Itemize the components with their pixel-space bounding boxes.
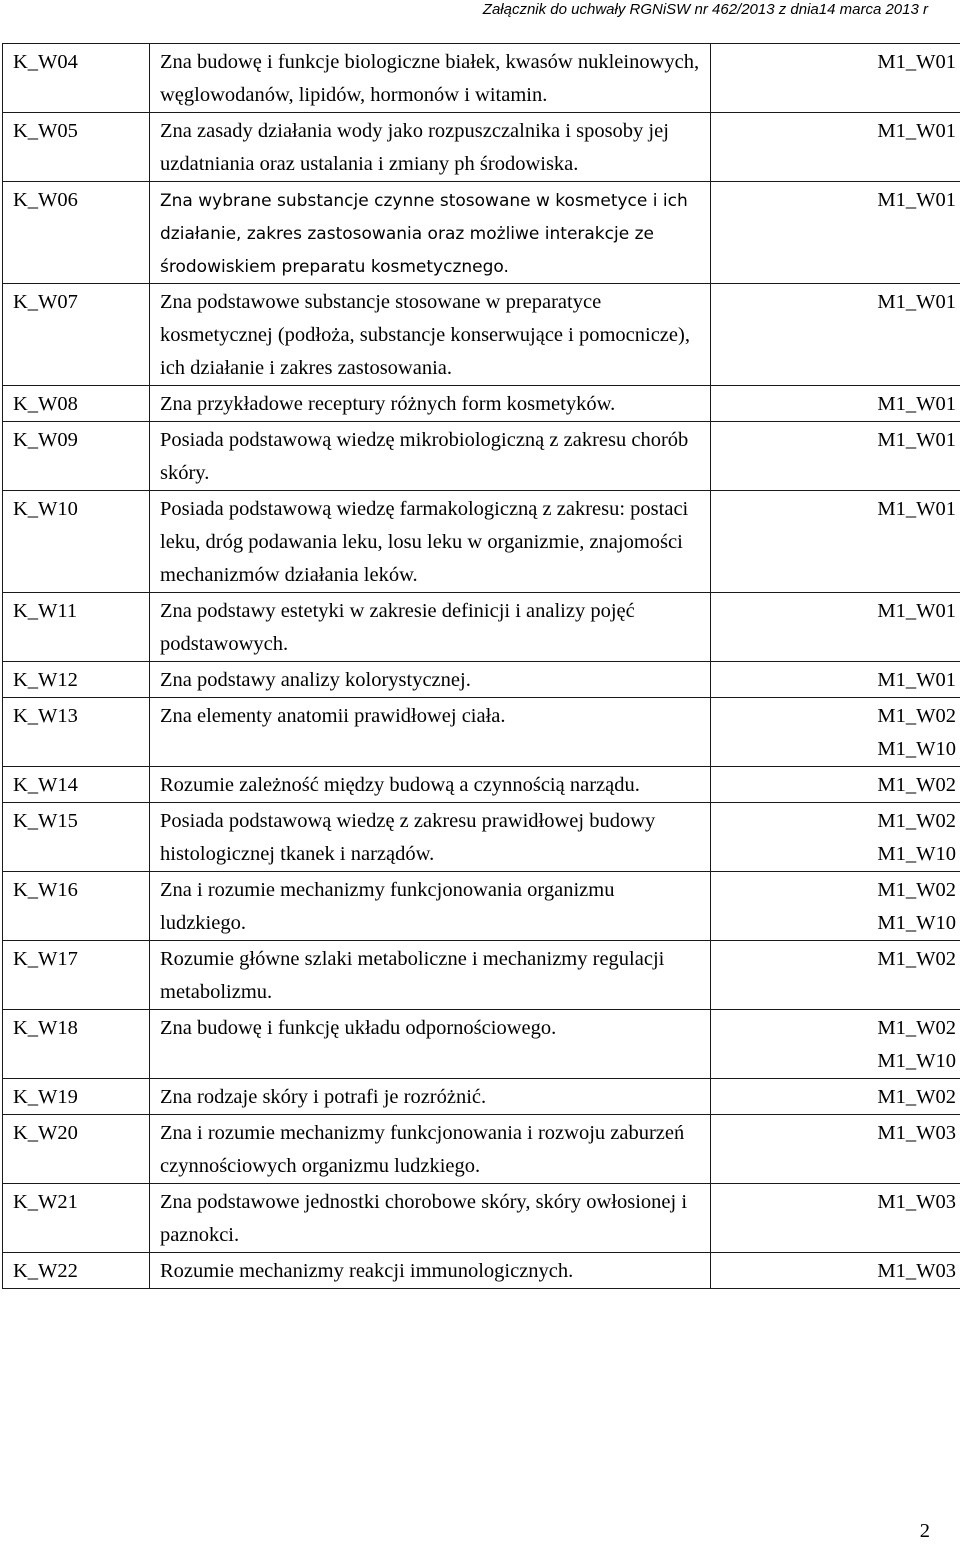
- table-row: [3, 1253, 960, 1289]
- outcome-code: K_W12: [3, 662, 150, 698]
- table-row: [3, 491, 960, 593]
- table-row: [3, 44, 960, 113]
- outcome-references-cell: [711, 44, 960, 113]
- outcome-description: Posiada podstawową wiedzę farmakologiczną z zakresu: postaci leku, dróg podawania leku, losu leku w organizmie, znajomości mechanizmów działania leków.: [160, 498, 689, 586]
- outcome-description: Zna elementy anatomii prawidłowej ciała.: [160, 705, 506, 727]
- outcome-description: Zna podstawy analizy kolorystycznej.: [160, 669, 471, 691]
- table-row: [3, 662, 960, 698]
- outcome-code: K_W08: [3, 386, 150, 422]
- outcome-reference: M1_W01: [877, 120, 956, 142]
- outcome-description-cell: [150, 422, 711, 491]
- outcome-references-cell: [711, 422, 960, 491]
- outcome-references-cell: [711, 1115, 960, 1184]
- table-row: [3, 1115, 960, 1184]
- table-row: [3, 422, 960, 491]
- outcome-references-cell: [711, 803, 960, 872]
- outcome-code: K_W14: [3, 767, 150, 803]
- table-row: [3, 1184, 960, 1253]
- outcome-description: Zna budowę i funkcję układu odpornościowego.: [160, 1017, 557, 1039]
- outcome-references-cell: [711, 1079, 960, 1115]
- outcome-references-cell: [711, 767, 960, 803]
- outcome-description-cell: [150, 803, 711, 872]
- outcome-reference: M1_W01: [877, 51, 956, 73]
- outcome-description: Zna i rozumie mechanizmy funkcjonowania i rozwoju zaburzeń czynnościowych organizmu ludzkiego.: [160, 1122, 685, 1177]
- outcome-description-cell: [150, 491, 711, 593]
- outcome-reference: M1_W10: [877, 912, 956, 934]
- outcome-description: Zna podstawowe jednostki chorobowe skóry, skóry owłosionej i paznokci.: [160, 1191, 688, 1246]
- outcome-references-cell: [711, 593, 960, 662]
- outcome-reference: M1_W02: [877, 879, 956, 901]
- outcome-description-cell: [150, 1253, 711, 1289]
- outcome-code: K_W18: [3, 1010, 150, 1079]
- outcome-code: K_W10: [3, 491, 150, 593]
- outcome-code: K_W13: [3, 698, 150, 767]
- outcome-code: K_W09: [3, 422, 150, 491]
- outcome-code: K_W07: [3, 284, 150, 386]
- outcome-description: Posiada podstawową wiedzę mikrobiologiczną z zakresu chorób skóry.: [160, 429, 689, 484]
- outcome-description: Zna przykładowe receptury różnych form kosmetyków.: [160, 393, 616, 415]
- outcome-code: K_W16: [3, 872, 150, 941]
- outcome-code: K_W17: [3, 941, 150, 1010]
- outcome-description: Zna i rozumie mechanizmy funkcjonowania organizmu ludzkiego.: [160, 879, 615, 934]
- outcome-description-cell: [150, 1115, 711, 1184]
- outcome-description-cell: [150, 941, 711, 1010]
- table-row: [3, 872, 960, 941]
- outcome-reference: M1_W01: [877, 291, 956, 313]
- document-header-note: Załącznik do uchwały RGNiSW nr 462/2013 z dnia14 marca 2013 r: [482, 1, 928, 18]
- outcome-description: Rozumie główne szlaki metaboliczne i mechanizmy regulacji metabolizmu.: [160, 948, 665, 1003]
- outcome-references-cell: [711, 872, 960, 941]
- outcome-reference: M1_W02: [877, 810, 956, 832]
- outcome-description-cell: [150, 113, 711, 182]
- outcome-reference: M1_W01: [877, 600, 956, 622]
- outcome-reference: M1_W10: [877, 738, 956, 760]
- outcome-code: K_W05: [3, 113, 150, 182]
- outcome-references-cell: [711, 1184, 960, 1253]
- outcome-description-cell: [150, 1079, 711, 1115]
- outcome-reference: M1_W02: [877, 774, 956, 796]
- outcome-description-cell: [150, 767, 711, 803]
- outcome-reference: M1_W01: [877, 393, 956, 415]
- outcome-reference: M1_W03: [877, 1122, 956, 1144]
- outcome-description-cell: [150, 44, 711, 113]
- outcome-description-cell: [150, 182, 711, 284]
- outcome-description: Zna podstawy estetyki w zakresie definicji i analizy pojęć podstawowych.: [160, 600, 635, 655]
- outcome-code: K_W11: [3, 593, 150, 662]
- outcome-reference: M1_W03: [877, 1191, 956, 1213]
- outcome-description: Rozumie mechanizmy reakcji immunologicznych.: [160, 1260, 574, 1282]
- outcome-description-cell: [150, 284, 711, 386]
- page-number: 2: [919, 1520, 930, 1542]
- outcome-reference: M1_W01: [877, 189, 956, 211]
- table-body: [3, 44, 960, 1289]
- outcome-description-cell: [150, 872, 711, 941]
- outcome-references-cell: [711, 113, 960, 182]
- table-row: [3, 113, 960, 182]
- outcome-reference: M1_W01: [877, 498, 956, 520]
- outcome-reference: M1_W02: [877, 1017, 956, 1039]
- outcome-description-cell: [150, 698, 711, 767]
- outcome-reference: M1_W01: [877, 669, 956, 691]
- outcome-references-cell: [711, 662, 960, 698]
- outcome-references-cell: [711, 491, 960, 593]
- outcome-references-cell: [711, 698, 960, 767]
- outcome-description: Posiada podstawową wiedzę z zakresu prawidłowej budowy histologicznej tkanek i narządów.: [160, 810, 656, 865]
- outcome-references-cell: [711, 182, 960, 284]
- outcome-reference: M1_W02: [877, 1086, 956, 1108]
- outcome-references-cell: [711, 1010, 960, 1079]
- outcome-description-cell: [150, 593, 711, 662]
- learning-outcomes-table: [2, 43, 960, 1289]
- table-row: [3, 803, 960, 872]
- outcome-code: K_W20: [3, 1115, 150, 1184]
- outcome-code: K_W04: [3, 44, 150, 113]
- table-row: [3, 182, 960, 284]
- outcome-description: Rozumie zależność między budową a czynnością narządu.: [160, 774, 640, 796]
- outcome-description: Zna podstawowe substancje stosowane w preparatyce kosmetycznej (podłoża, substancje konserwujące i pomocnicze), ich działanie i zakres zastosowania.: [160, 291, 690, 379]
- outcome-reference: M1_W02: [877, 948, 956, 970]
- outcome-reference: M1_W03: [877, 1260, 956, 1282]
- outcome-reference: M1_W10: [877, 843, 956, 865]
- table-row: [3, 941, 960, 1010]
- outcome-description: Zna zasady działania wody jako rozpuszczalnika i sposoby jej uzdatniania oraz ustalania i zmiany ph środowiska.: [160, 120, 669, 175]
- table-row: [3, 1010, 960, 1079]
- outcome-description: Zna budowę i funkcje biologiczne białek, kwasów nukleinowych, węglowodanów, lipidów, hormonów i witamin.: [160, 51, 700, 106]
- table-row: [3, 698, 960, 767]
- outcome-description-cell: [150, 1184, 711, 1253]
- outcome-reference: M1_W10: [877, 1050, 956, 1072]
- outcome-references-cell: [711, 1253, 960, 1289]
- table-row: [3, 593, 960, 662]
- table-row: [3, 386, 960, 422]
- outcome-code: K_W06: [3, 182, 150, 284]
- outcome-references-cell: [711, 284, 960, 386]
- outcome-description-cell: [150, 1010, 711, 1079]
- outcome-reference: M1_W01: [877, 429, 956, 451]
- outcome-code: K_W22: [3, 1253, 150, 1289]
- outcome-description: Zna rodzaje skóry i potrafi je rozróżnić.: [160, 1086, 487, 1108]
- outcome-references-cell: [711, 386, 960, 422]
- outcome-reference: M1_W02: [877, 705, 956, 727]
- outcome-description: Zna wybrane substancje czynne stosowane w kosmetyce i ich działanie, zakres zastosowania oraz możliwe interakcje ze środowiskiem preparatu kosmetycznego.: [160, 191, 688, 277]
- outcome-code: K_W19: [3, 1079, 150, 1115]
- table-row: [3, 1079, 960, 1115]
- outcome-description-cell: [150, 386, 711, 422]
- outcome-code: K_W15: [3, 803, 150, 872]
- outcome-description-cell: [150, 662, 711, 698]
- outcome-references-cell: [711, 941, 960, 1010]
- outcome-code: K_W21: [3, 1184, 150, 1253]
- table-row: [3, 284, 960, 386]
- table-row: [3, 767, 960, 803]
